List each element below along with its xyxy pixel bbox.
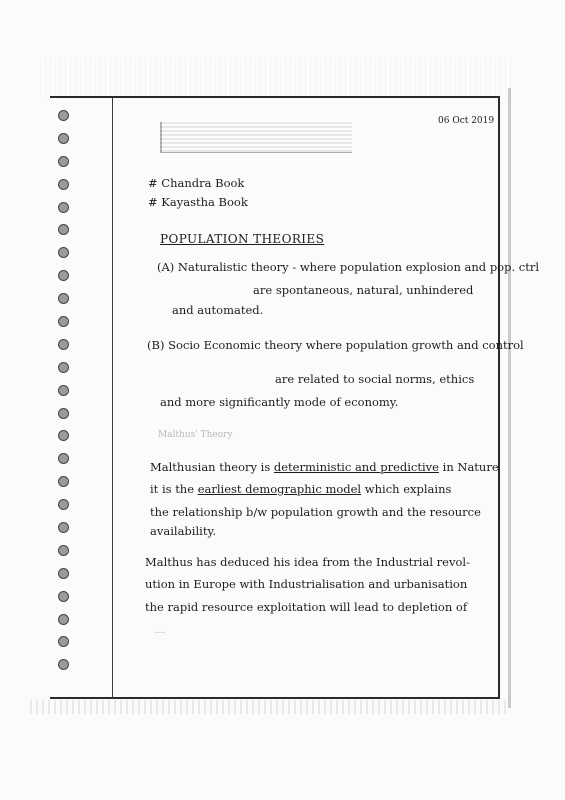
point-a-line: (A) Naturalistic theory - where population explosion and pop. ctrl (157, 260, 540, 274)
margin-line (112, 98, 113, 698)
faint-trailing-text: .... (155, 626, 166, 635)
binding-ring (58, 156, 69, 167)
para1-underlined-text: deterministic and predictive (273, 460, 439, 474)
binding-ring (58, 430, 69, 441)
faint-subheading: Malthus' Theory (158, 430, 233, 440)
para1-line (150, 482, 451, 496)
para1-text: which explains (364, 482, 452, 496)
binding-ring (58, 614, 69, 625)
binding-ring (58, 522, 69, 533)
binding-ring (58, 362, 69, 373)
scan-noise-bottom (30, 700, 510, 714)
para1-line: the relationship b/w population growth and the resource (150, 505, 481, 519)
binding-ring (58, 224, 69, 235)
binding-ring (58, 270, 69, 281)
binding-ring (58, 385, 69, 396)
point-a-line: and automated. (172, 303, 264, 317)
binding-ring (58, 316, 69, 327)
reference-line: # Kayastha Book (148, 195, 248, 209)
binding-ring (58, 659, 69, 670)
binding-ring (58, 202, 69, 213)
point-b-line: (B) Socio Economic theory where population growth and control (147, 338, 524, 352)
binding-ring (58, 133, 69, 144)
para2-line: Malthus has deduced his idea from the Industrial revol- (145, 555, 470, 569)
binding-ring (58, 453, 69, 464)
binding-ring (58, 499, 69, 510)
page-date: 06 Oct 2019 (438, 116, 495, 126)
scan-noise (40, 58, 515, 98)
point-b-line: are related to social norms, ethics (275, 372, 475, 386)
para1-text: it is the (150, 482, 195, 496)
spiral-binding (58, 110, 72, 682)
point-b-line: and more significantly mode of economy. (160, 395, 399, 409)
binding-ring (58, 636, 69, 647)
point-a-line: are spontaneous, natural, unhindered (253, 283, 474, 297)
para2-line: ution in Europe with Industrialisation and urbanisation (145, 577, 468, 591)
binding-ring (58, 545, 69, 556)
section-heading: POPULATION THEORIES (160, 232, 325, 246)
reference-line: # Chandra Book (148, 176, 245, 190)
para1-line (150, 460, 499, 474)
para1-text: in Nature (442, 460, 499, 474)
binding-ring (58, 476, 69, 487)
para1-text: Malthusian theory is (150, 460, 271, 474)
binding-ring (58, 110, 69, 121)
binding-ring (58, 408, 69, 419)
binding-ring (58, 339, 69, 350)
para1-line: availability. (150, 524, 217, 538)
binding-ring (58, 179, 69, 190)
para2-line: the rapid resource exploitation will lead to depletion of (145, 600, 468, 614)
binding-ring (58, 293, 69, 304)
binding-ring (58, 591, 69, 602)
page-edge-shadow (508, 88, 511, 708)
binding-ring (58, 247, 69, 258)
scanned-header-smudge (160, 122, 352, 153)
binding-ring (58, 568, 69, 579)
para1-underlined-text: earliest demographic model (197, 482, 362, 496)
